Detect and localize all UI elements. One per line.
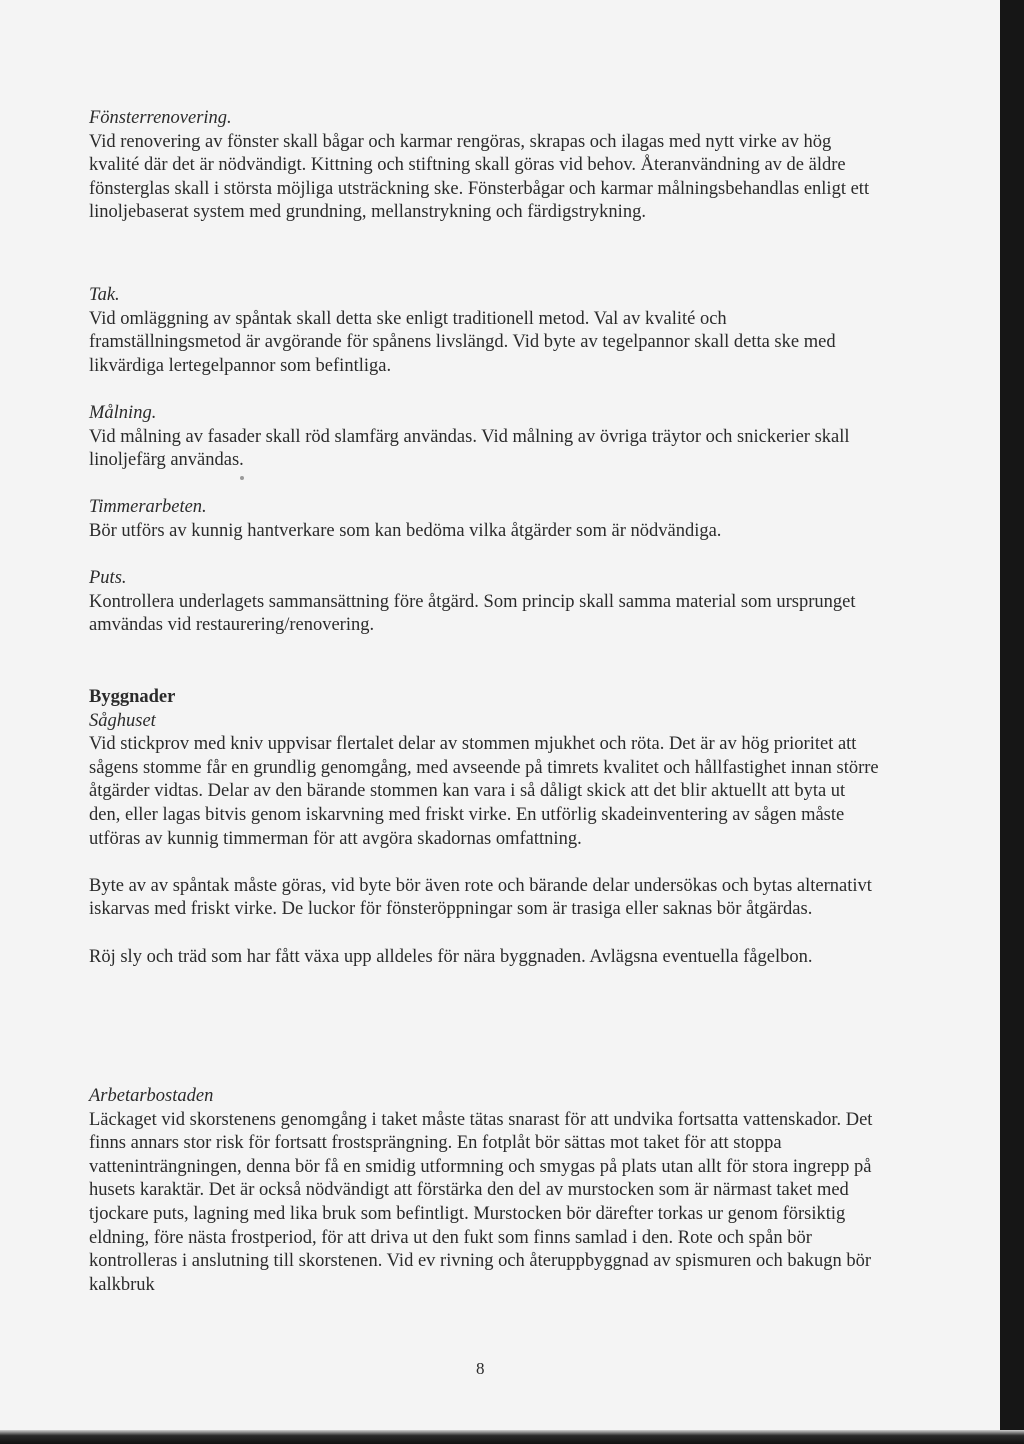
section-heading: Tak.: [89, 285, 120, 305]
section-heading: Byggnader: [89, 687, 176, 707]
section-fonsterrenovering: [89, 107, 879, 225]
section-subheading: Såghuset: [89, 710, 156, 731]
section-paragraph: Byte av av spåntak måste göras, vid byte bör även rote och bärande delar undersökas och bytas alternativt iskarvas med friskt virke. De luckor för fönsteröppningar som är trasiga eller saknas bör åtgärdas.: [89, 875, 872, 920]
section-text: Bör utförs av kunnig hantverkare som kan bedöma vilka åtgärder som är nödvändiga.: [89, 520, 722, 541]
section-arbetarbostaden: [89, 1085, 879, 1297]
section-heading: Fönsterrenovering.: [89, 108, 232, 128]
section-paragraph: Röj sly och träd som har fått växa upp alldeles för nära byggnaden. Avlägsna eventuella fågelbon.: [89, 946, 813, 967]
section-text: Vid renovering av fönster skall bågar och karmar rengöras, skrapas och ilagas med nytt virke av hög kvalité där det är nödvändigt. Kittning och stiftning skall göras vid behov. Återanvändning av de äldre fönsterglas skall i största möjliga utsträckning ske. Fönsterbågar och karmar målningsbehandlas enligt ett linoljebaserat system med grundning, mellanstrykning och färdigstrykning.: [89, 131, 870, 223]
section-heading: Målning.: [89, 403, 157, 423]
section-puts: [89, 567, 879, 638]
section-heading: Arbetarbostaden: [89, 1086, 214, 1106]
scan-speck: [240, 476, 244, 480]
section-malning: [89, 402, 879, 473]
scan-edge-right: [1000, 0, 1024, 1444]
page-number: 8: [476, 1359, 485, 1378]
section-text: Läckaget vid skorstenens genomgång i taket måste tätas snarast för att undvika fortsatta vattenskador. Det finns annars stor risk för fortsatt frostsprängning. En fotplåt bör sättas mot taket för att stoppa vatteninträngningen, denna bör få en smidig utformning och smygas på plats utan allt för stora ingrepp på husets karaktär. Det är också nödvändigt att förstärka den del av murstocken som är närmast taket med tjockare puts, lagning med lika bruk som befintligt. Murstocken bör därefter torkas ur genom försiktig eldning, före nästa frostperiod, för att driva ut den fukt som finns samlad i den. Rote och spån bör kontrolleras i anslutning till skorstenen. Vid ev rivning och återuppbyggnad av spismuren och bakugn bör kalkbruk: [89, 1109, 873, 1295]
section-paragraph: Vid stickprov med kniv uppvisar flertalet delar av stommen mjukhet och röta. Det är av hög prioritet att sågens stomme får en grundlig genomgång, med avseende på timrets kvalitet och hållfastighet innan större åtgärder vidtas. Delar av den bärande stommen kan vara i så dåligt skick att det blir aktuellt att byta ut den, eller lagas bitvis genom iskarvning med friskt virke. En utförlig skadeinventering av sågen måste utföras av kunnig timmerman för att avgöra skadornas omfattning.: [89, 734, 879, 849]
section-text: Kontrollera underlagets sammansättning före åtgärd. Som princip skall samma material som ursprunget amvändas vid restaurering/renovering.: [89, 591, 856, 636]
section-tak: [89, 284, 879, 378]
section-text: Vid omläggning av spåntak skall detta ske enligt traditionell metod. Val av kvalité och framställningsmetod är avgörande för spånens livslängd. Vid byte av tegelpannor skall detta ske med likvärdiga lertegelpannor som befintliga.: [89, 308, 836, 376]
section-text: Vid målning av fasader skall röd slamfärg användas. Vid målning av övriga träytor och snickerier skall linoljefärg användas.: [89, 426, 850, 471]
scan-edge-bottom: [0, 1430, 1024, 1444]
section-byggnader: [89, 686, 879, 969]
section-heading: Puts.: [89, 568, 127, 588]
section-heading: Timmerarbeten.: [89, 497, 207, 517]
section-timmerarbeten: [89, 496, 879, 543]
